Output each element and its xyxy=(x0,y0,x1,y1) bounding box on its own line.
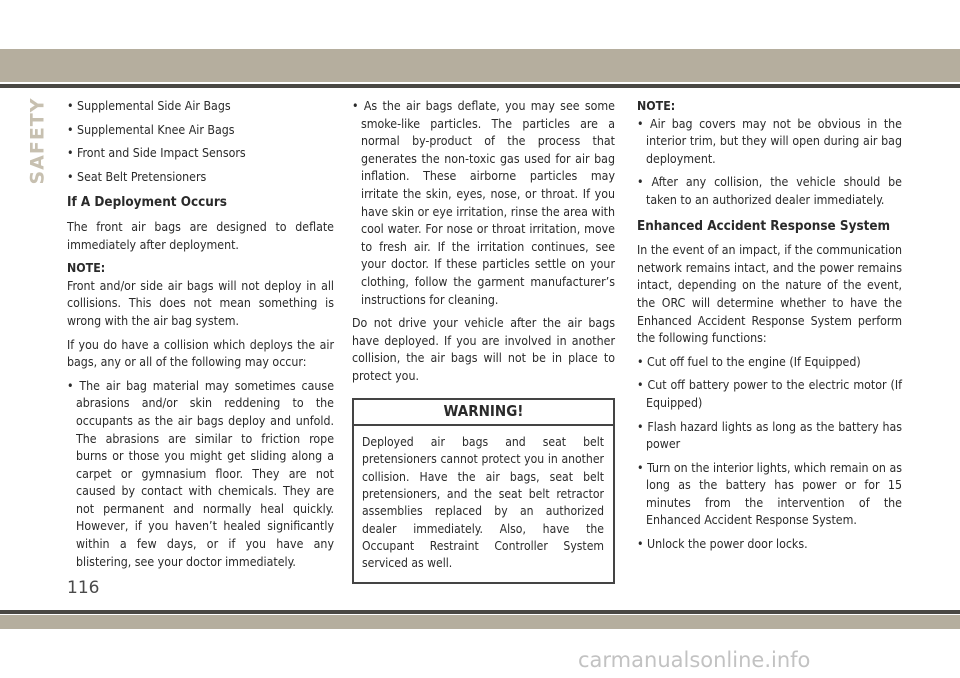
paragraph: The front air bags are designed to deflate immediately after deployment. xyxy=(67,219,334,252)
footer-band xyxy=(0,615,960,629)
list-item: • Unlock the power door locks. xyxy=(637,536,902,554)
list-item: • As the air bags deflate, you may see some smoke-like particles. The particles are a normal by-product of the process that generates the non-toxic gas used for air bag inflation. These airborne particles may irritate the skin, eyes, nose, or throat. If you have skin or eye irritation, rinse the area with cool water. For nose or throat irritation, move to fresh air. If the irritation continues, see your doctor. If these particles settle on your clothing, follow the garment manufacturer’s instructions for cleaning. xyxy=(352,98,615,309)
list-item: • Turn on the interior lights, which remain on as long as the battery has power or for 15 minutes from the intervention of the Enhanced Accident Response System. xyxy=(637,460,902,530)
list-item: • The air bag material may sometimes cause abrasions and/or skin reddening to the occupants as the air bags deploy and unfold. The abrasions are similar to friction rope burns or those you might get sliding along a carpet or gymnasium floor. They are not caused by contact with chemicals. They are not permanent and normally heal quickly. However, if you haven’t healed significantly within a few days, or if you have any blistering, see your doctor immediately. xyxy=(67,378,334,572)
section-label: SAFETY xyxy=(27,97,50,185)
list-item: • Flash hazard lights as long as the battery has power xyxy=(637,419,902,454)
paragraph: Do not drive your vehicle after the air bags have deployed. If you are involved in another collision, the air bags will not be in place to protect you. xyxy=(352,316,615,383)
watermark: carmanualsonline.info xyxy=(578,648,811,672)
warning-text: Deployed air bags and seat belt pretensioners cannot protect you in another collision. Have the air bags, seat belt pretensioners, and the seat belt retractor assemblies replaced by an authorized dealer immediately. Also, have the Occupant Restraint Controller System serviced as well. xyxy=(362,435,604,571)
section-tab xyxy=(26,97,50,185)
list-item: • Front and Side Impact Sensors xyxy=(67,145,334,163)
warning-title: WARNING! xyxy=(354,400,613,427)
page-number: 116 xyxy=(67,578,100,598)
column-3 xyxy=(637,98,902,560)
section-heading-deployment: If A Deployment Occurs xyxy=(67,195,227,211)
warning-box xyxy=(352,398,615,585)
footer-rule xyxy=(0,610,960,614)
note-label: NOTE: xyxy=(67,261,106,276)
note-text: Front and/or side air bags will not deploy in all collisions. This does not mean something is wrong with the air bag system. xyxy=(67,278,334,328)
column-1 xyxy=(67,98,334,577)
column-2 xyxy=(352,98,615,584)
section-heading-ears: Enhanced Accident Response System xyxy=(637,218,891,234)
list-item: • Supplemental Side Air Bags xyxy=(67,98,334,116)
paragraph: In the event of an impact, if the communication network remains intact, and the power remains intact, depending on the nature of the event, the ORC will determine whether to have the Enhanced Accident Response System perform the following functions: xyxy=(637,243,902,346)
list-item: • Seat Belt Pretensioners xyxy=(67,169,334,187)
list-item: • Cut off fuel to the engine (If Equipped) xyxy=(637,354,902,372)
paragraph: If you do have a collision which deploys the air bags, any or all of the following may occur: xyxy=(67,337,334,370)
note-label: NOTE: xyxy=(637,99,676,113)
list-item: • Air bag covers may not be obvious in the interior trim, but they will open during air bag deployment. xyxy=(637,116,902,169)
list-item: • Supplemental Knee Air Bags xyxy=(67,122,334,140)
header-rule xyxy=(0,84,960,88)
list-item: • Cut off battery power to the electric motor (If Equipped) xyxy=(637,377,902,412)
header-band xyxy=(0,49,960,82)
list-item: • After any collision, the vehicle should be taken to an authorized dealer immediately. xyxy=(637,174,902,209)
